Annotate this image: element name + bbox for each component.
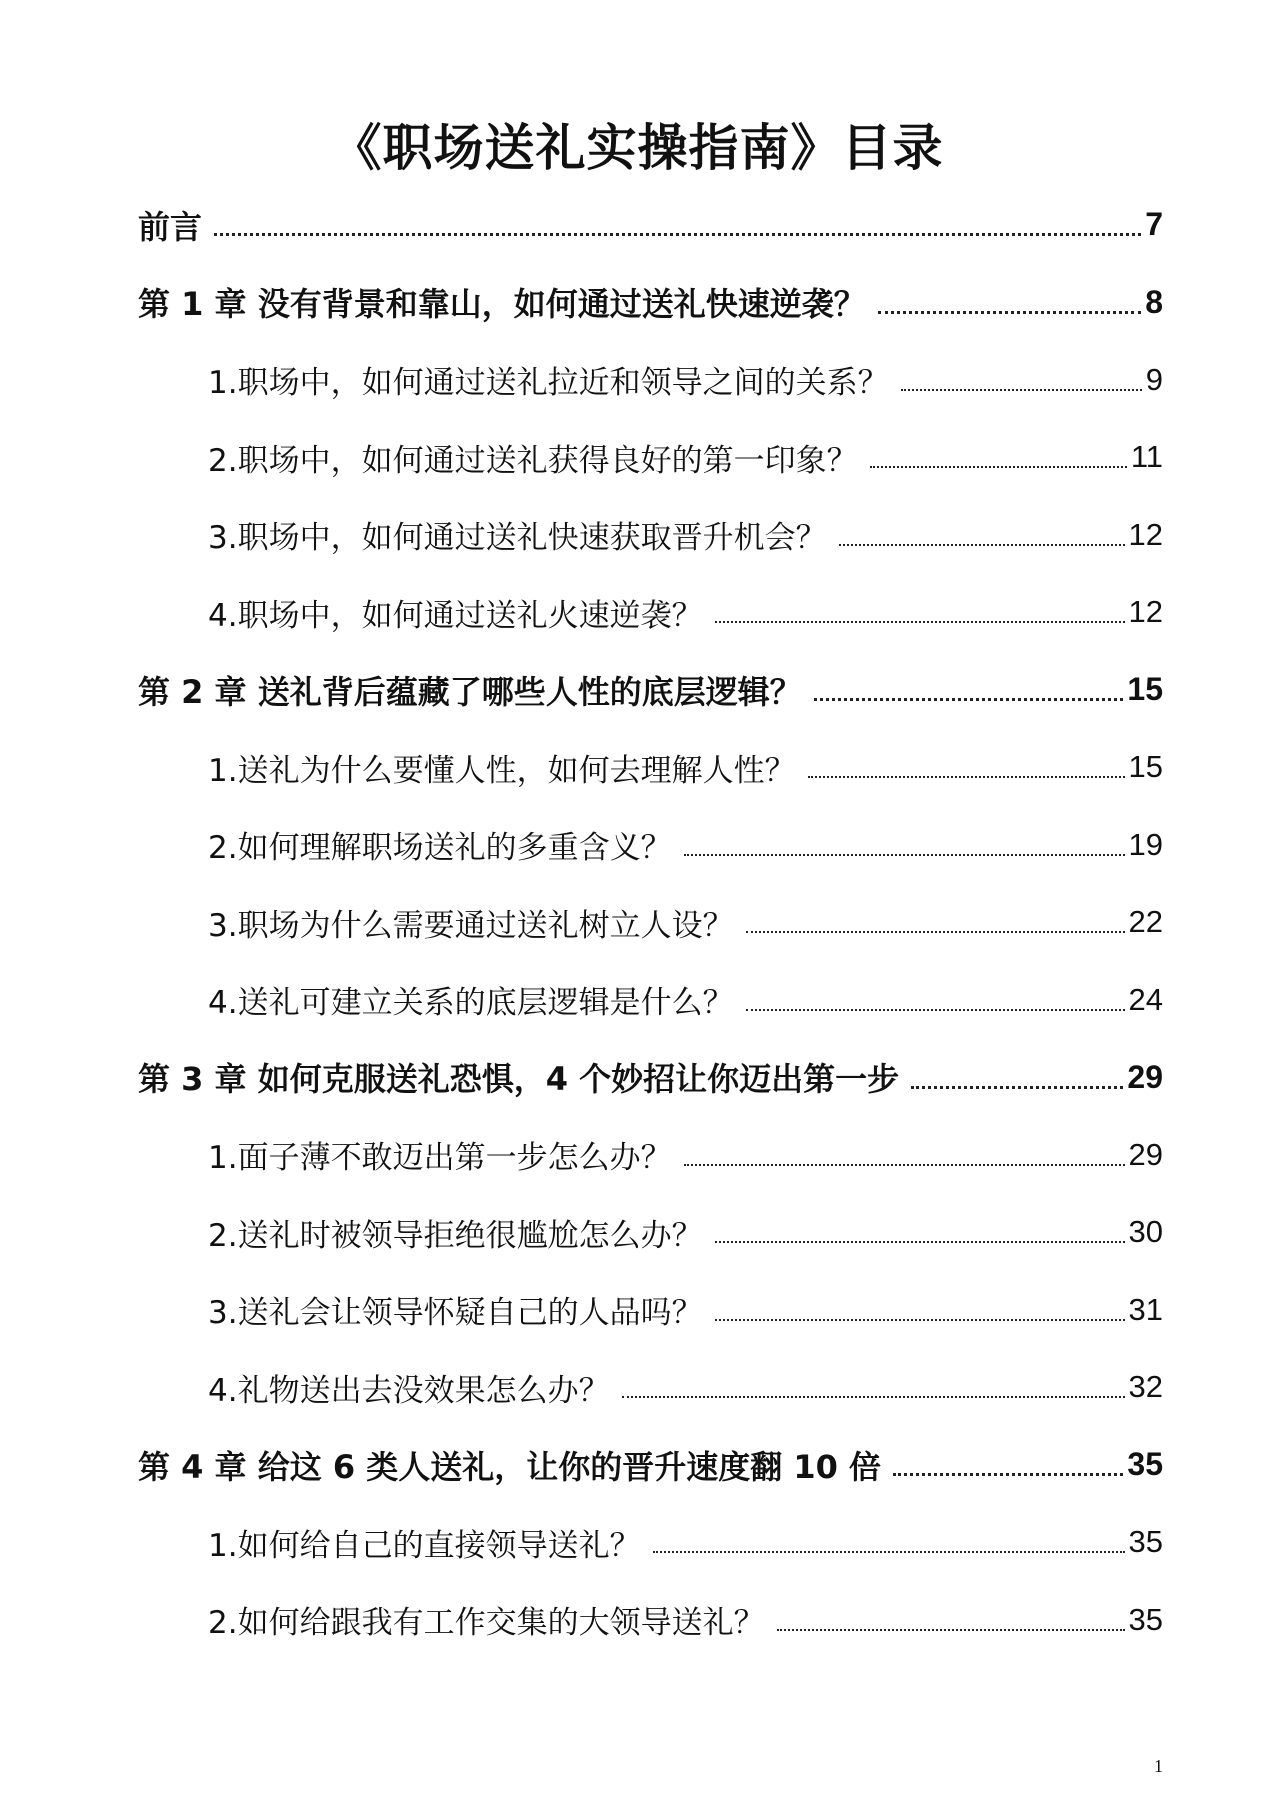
dot-leader [622, 1396, 1125, 1398]
dot-leader [746, 931, 1125, 933]
toc-section-entry [138, 884, 1163, 962]
toc-chapter-entry [138, 264, 1163, 342]
toc-section-entry [138, 806, 1163, 884]
toc-entry-page: 31 [1128, 1291, 1163, 1327]
toc-entry-label: 2.如何给跟我有工作交集的大领导送礼？ [208, 1605, 765, 1642]
toc-entry-label: 1.职场中，如何通过送礼拉近和领导之间的关系？ [208, 365, 889, 402]
dot-leader [746, 1009, 1125, 1011]
toc-section-entry [138, 1116, 1163, 1194]
toc-entry-page: 7 [1145, 206, 1163, 243]
toc-entry-label: 前言 [138, 207, 203, 246]
dot-leader [715, 1241, 1125, 1243]
toc-entry-page: 22 [1128, 904, 1163, 940]
dot-leader [814, 698, 1124, 701]
toc-entry-page: 12 [1128, 594, 1163, 630]
dot-leader [653, 1551, 1125, 1553]
toc-section-entry [138, 1581, 1163, 1659]
toc-entry-page: 32 [1128, 1369, 1163, 1405]
dot-leader [684, 1164, 1125, 1166]
toc-entry-page: 15 [1127, 671, 1163, 708]
toc-section-entry [138, 496, 1163, 574]
toc-entry-label: 2.送礼时被领导拒绝很尴尬怎么办？ [208, 1217, 703, 1254]
toc-entry-label: 第 1 章 没有背景和靠山，如何通过送礼快速逆袭？ [138, 285, 866, 324]
toc-chapter-entry [138, 1039, 1163, 1117]
toc-entry-label: 4.职场中，如何通过送礼火速逆袭？ [208, 597, 703, 634]
toc-chapter-entry [138, 651, 1163, 729]
toc-entry-label: 1.如何给自己的直接领导送礼？ [208, 1527, 641, 1564]
toc-entry-page: 12 [1128, 516, 1163, 552]
toc-section-entry [138, 341, 1163, 419]
toc-chapter-entry [138, 186, 1163, 264]
toc-chapter-entry [138, 1426, 1163, 1504]
toc-section-entry [138, 729, 1163, 807]
toc-entry-page: 35 [1128, 1601, 1163, 1637]
toc-entry-label: 3.职场为什么需要通过送礼树立人设？ [208, 907, 734, 944]
toc-entry-label: 1.面子薄不敢迈出第一步怎么办？ [208, 1140, 672, 1177]
toc-entry-page: 15 [1128, 749, 1163, 785]
page-number: 1 [1154, 1756, 1163, 1776]
toc-entry-label: 4.礼物送出去没效果怎么办？ [208, 1372, 610, 1409]
table-of-contents [138, 186, 1163, 1659]
dot-leader [878, 311, 1142, 314]
dot-leader [715, 1319, 1125, 1321]
toc-entry-page: 9 [1145, 361, 1163, 397]
dot-leader [684, 854, 1125, 856]
toc-entry-page: 8 [1145, 283, 1163, 320]
dot-leader [893, 1473, 1123, 1476]
dot-leader [911, 1086, 1123, 1089]
dot-leader [214, 233, 1141, 236]
dot-leader [808, 776, 1125, 778]
toc-entry-label: 2.如何理解职场送礼的多重含义？ [208, 830, 672, 867]
toc-entry-label: 第 4 章 给这 6 类人送礼，让你的晋升速度翻 10 倍 [138, 1447, 882, 1486]
toc-entry-label: 3.职场中，如何通过送礼快速获取晋升机会？ [208, 520, 827, 557]
toc-entry-label: 2.职场中，如何通过送礼获得良好的第一印象？ [208, 442, 858, 479]
dot-leader [901, 389, 1142, 391]
dot-leader [715, 621, 1125, 623]
toc-section-entry [138, 419, 1163, 497]
toc-entry-page: 35 [1127, 1446, 1163, 1483]
toc-section-entry [138, 1349, 1163, 1427]
toc-entry-label: 第 2 章 送礼背后蕴藏了哪些人性的底层逻辑？ [138, 672, 802, 711]
toc-entry-page: 29 [1128, 1136, 1163, 1172]
toc-section-entry [138, 1271, 1163, 1349]
toc-section-entry [138, 961, 1163, 1039]
toc-entry-page: 29 [1127, 1058, 1163, 1095]
toc-section-entry [138, 574, 1163, 652]
dot-leader [839, 544, 1125, 546]
dot-leader [870, 466, 1127, 468]
dot-leader [777, 1629, 1125, 1631]
toc-entry-page: 35 [1128, 1524, 1163, 1560]
page-title: 《职场送礼实操指南》目录 [331, 119, 944, 177]
toc-entry-label: 3.送礼会让领导怀疑自己的人品吗？ [208, 1295, 703, 1332]
toc-entry-page: 19 [1128, 826, 1163, 862]
toc-entry-label: 第 3 章 如何克服送礼恐惧，4 个妙招让你迈出第一步 [138, 1060, 900, 1099]
toc-entry-page: 11 [1130, 439, 1163, 475]
toc-entry-label: 1.送礼为什么要懂人性，如何去理解人性？ [208, 752, 796, 789]
toc-section-entry [138, 1504, 1163, 1582]
toc-entry-page: 24 [1128, 981, 1163, 1017]
toc-entry-page: 30 [1128, 1214, 1163, 1250]
toc-section-entry [138, 1194, 1163, 1272]
toc-entry-label: 4.送礼可建立关系的底层逻辑是什么？ [208, 985, 734, 1022]
